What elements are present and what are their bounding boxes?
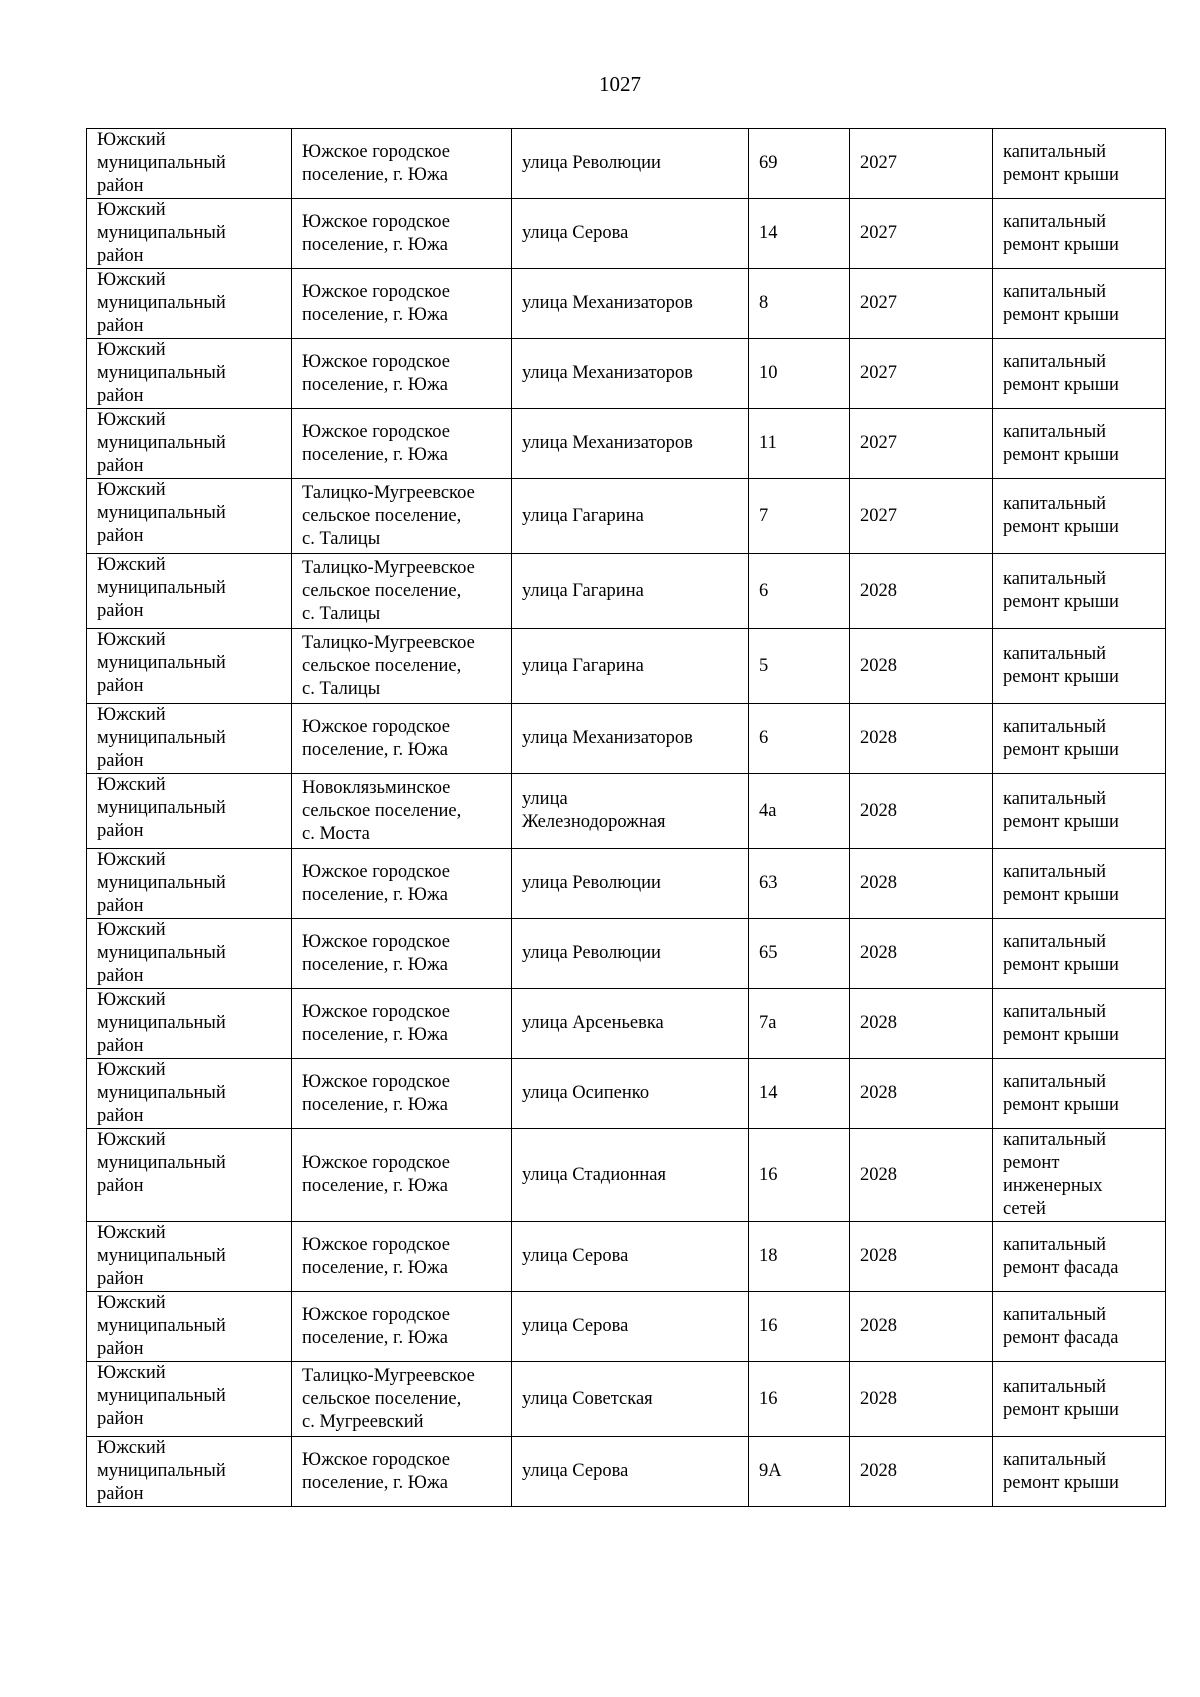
settlement-cell: Южское городское поселение, г. Южа (292, 269, 512, 339)
year-cell: 2027 (850, 409, 993, 479)
work-type-cell: капитальный ремонт инженерных сетей (993, 1129, 1166, 1222)
table-row (87, 409, 1166, 479)
house-number-cell: 8 (749, 269, 850, 339)
house-number-cell: 18 (749, 1222, 850, 1292)
year-cell: 2028 (850, 554, 993, 629)
year-cell: 2027 (850, 339, 993, 409)
street-cell: улица Серова (512, 1437, 749, 1507)
settlement-cell: Южское городское поселение, г. Южа (292, 1437, 512, 1507)
work-type-cell: капитальный ремонт крыши (993, 704, 1166, 774)
district-cell: Южский муниципальный район (87, 409, 292, 479)
year-cell: 2027 (850, 199, 993, 269)
district-cell: Южский муниципальный район (87, 269, 292, 339)
table-row (87, 269, 1166, 339)
settlement-cell: Южское городское поселение, г. Южа (292, 849, 512, 919)
settlement-cell: Южское городское поселение, г. Южа (292, 989, 512, 1059)
district-cell: Южский муниципальный район (87, 849, 292, 919)
table-row (87, 1292, 1166, 1362)
table-row (87, 554, 1166, 629)
settlement-cell: Южское городское поселение, г. Южа (292, 409, 512, 479)
table-row (87, 199, 1166, 269)
house-number-cell: 14 (749, 1059, 850, 1129)
street-cell: улица Серова (512, 1222, 749, 1292)
street-cell: улица Революции (512, 919, 749, 989)
table-row (87, 989, 1166, 1059)
year-cell: 2028 (850, 629, 993, 704)
settlement-cell: Новоклязьминское сельское поселение, с. Моста (292, 774, 512, 849)
house-number-cell: 10 (749, 339, 850, 409)
settlement-cell: Южское городское поселение, г. Южа (292, 704, 512, 774)
work-type-cell: капитальный ремонт крыши (993, 629, 1166, 704)
year-cell: 2028 (850, 989, 993, 1059)
district-cell: Южский муниципальный район (87, 199, 292, 269)
settlement-cell: Южское городское поселение, г. Южа (292, 1129, 512, 1222)
work-type-cell: капитальный ремонт крыши (993, 269, 1166, 339)
settlement-cell: Южское городское поселение, г. Южа (292, 919, 512, 989)
house-number-cell: 6 (749, 704, 850, 774)
house-number-cell: 16 (749, 1292, 850, 1362)
house-number-cell: 9А (749, 1437, 850, 1507)
district-cell: Южский муниципальный район (87, 989, 292, 1059)
street-cell: улица Механизаторов (512, 704, 749, 774)
settlement-cell: Южское городское поселение, г. Южа (292, 339, 512, 409)
work-type-cell: капитальный ремонт крыши (993, 409, 1166, 479)
work-type-cell: капитальный ремонт крыши (993, 554, 1166, 629)
district-cell: Южский муниципальный район (87, 1059, 292, 1129)
district-cell: Южский муниципальный район (87, 339, 292, 409)
table-row (87, 704, 1166, 774)
settlement-cell: Талицко-Мугреевское сельское поселение, с. Талицы (292, 629, 512, 704)
settlement-cell: Южское городское поселение, г. Южа (292, 1292, 512, 1362)
year-cell: 2028 (850, 1129, 993, 1222)
district-cell: Южский муниципальный район (87, 704, 292, 774)
street-cell: улица Гагарина (512, 479, 749, 554)
street-cell: улица Арсеньевка (512, 989, 749, 1059)
house-number-cell: 4а (749, 774, 850, 849)
street-cell: улица Механизаторов (512, 339, 749, 409)
house-number-cell: 7 (749, 479, 850, 554)
repair-schedule-table (86, 128, 1166, 1507)
year-cell: 2028 (850, 774, 993, 849)
street-cell: улица Революции (512, 129, 749, 199)
house-number-cell: 7а (749, 989, 850, 1059)
district-cell: Южский муниципальный район (87, 919, 292, 989)
district-cell: Южский муниципальный район (87, 479, 292, 554)
table-row (87, 339, 1166, 409)
year-cell: 2028 (850, 1362, 993, 1437)
year-cell: 2028 (850, 1059, 993, 1129)
street-cell: улица Механизаторов (512, 409, 749, 479)
house-number-cell: 11 (749, 409, 850, 479)
year-cell: 2027 (850, 269, 993, 339)
page-number: 1027 (599, 72, 641, 96)
table-row (87, 774, 1166, 849)
work-type-cell: капитальный ремонт крыши (993, 1059, 1166, 1129)
work-type-cell: капитальный ремонт фасада (993, 1222, 1166, 1292)
settlement-cell: Талицко-Мугреевское сельское поселение, с. Талицы (292, 554, 512, 629)
table-body (87, 129, 1166, 1507)
work-type-cell: капитальный ремонт крыши (993, 774, 1166, 849)
district-cell: Южский муниципальный район (87, 554, 292, 629)
work-type-cell: капитальный ремонт крыши (993, 989, 1166, 1059)
work-type-cell: капитальный ремонт крыши (993, 1362, 1166, 1437)
house-number-cell: 63 (749, 849, 850, 919)
settlement-cell: Талицко-Мугреевское сельское поселение, с. Мугреевский (292, 1362, 512, 1437)
table-row (87, 629, 1166, 704)
district-cell: Южский муниципальный район (87, 1222, 292, 1292)
work-type-cell: капитальный ремонт крыши (993, 1437, 1166, 1507)
district-cell: Южский муниципальный район (87, 774, 292, 849)
house-number-cell: 16 (749, 1362, 850, 1437)
year-cell: 2028 (850, 849, 993, 919)
work-type-cell: капитальный ремонт крыши (993, 919, 1166, 989)
table-row (87, 849, 1166, 919)
settlement-cell: Южское городское поселение, г. Южа (292, 1059, 512, 1129)
table-row (87, 1362, 1166, 1437)
house-number-cell: 5 (749, 629, 850, 704)
work-type-cell: капитальный ремонт крыши (993, 849, 1166, 919)
settlement-cell: Талицко-Мугреевское сельское поселение, с. Талицы (292, 479, 512, 554)
settlement-cell: Южское городское поселение, г. Южа (292, 1222, 512, 1292)
settlement-cell: Южское городское поселение, г. Южа (292, 129, 512, 199)
house-number-cell: 65 (749, 919, 850, 989)
street-cell: улица Осипенко (512, 1059, 749, 1129)
house-number-cell: 16 (749, 1129, 850, 1222)
year-cell: 2028 (850, 1222, 993, 1292)
district-cell: Южский муниципальный район (87, 1437, 292, 1507)
street-cell: улица Стадионная (512, 1129, 749, 1222)
table-row (87, 919, 1166, 989)
year-cell: 2027 (850, 479, 993, 554)
street-cell: улица Серова (512, 199, 749, 269)
year-cell: 2028 (850, 704, 993, 774)
district-cell: Южский муниципальный район (87, 1362, 292, 1437)
house-number-cell: 69 (749, 129, 850, 199)
settlement-cell: Южское городское поселение, г. Южа (292, 199, 512, 269)
street-cell: улица Серова (512, 1292, 749, 1362)
house-number-cell: 6 (749, 554, 850, 629)
table-row (87, 1059, 1166, 1129)
street-cell: улица Революции (512, 849, 749, 919)
table-row (87, 129, 1166, 199)
table-row (87, 1437, 1166, 1507)
house-number-cell: 14 (749, 199, 850, 269)
street-cell: улица Гагарина (512, 554, 749, 629)
street-cell: улица Гагарина (512, 629, 749, 704)
table-row (87, 1129, 1166, 1222)
work-type-cell: капитальный ремонт крыши (993, 339, 1166, 409)
table-row (87, 1222, 1166, 1292)
district-cell: Южский муниципальный район (87, 629, 292, 704)
street-cell: улица Советская (512, 1362, 749, 1437)
street-cell: улица Механизаторов (512, 269, 749, 339)
year-cell: 2028 (850, 1437, 993, 1507)
year-cell: 2028 (850, 1292, 993, 1362)
district-cell: Южский муниципальный район (87, 1292, 292, 1362)
district-cell: Южский муниципальный район (87, 1129, 292, 1222)
work-type-cell: капитальный ремонт фасада (993, 1292, 1166, 1362)
year-cell: 2028 (850, 919, 993, 989)
work-type-cell: капитальный ремонт крыши (993, 129, 1166, 199)
table-row (87, 479, 1166, 554)
year-cell: 2027 (850, 129, 993, 199)
street-cell: улица Железнодорожная (512, 774, 749, 849)
district-cell: Южский муниципальный район (87, 129, 292, 199)
work-type-cell: капитальный ремонт крыши (993, 199, 1166, 269)
work-type-cell: капитальный ремонт крыши (993, 479, 1166, 554)
